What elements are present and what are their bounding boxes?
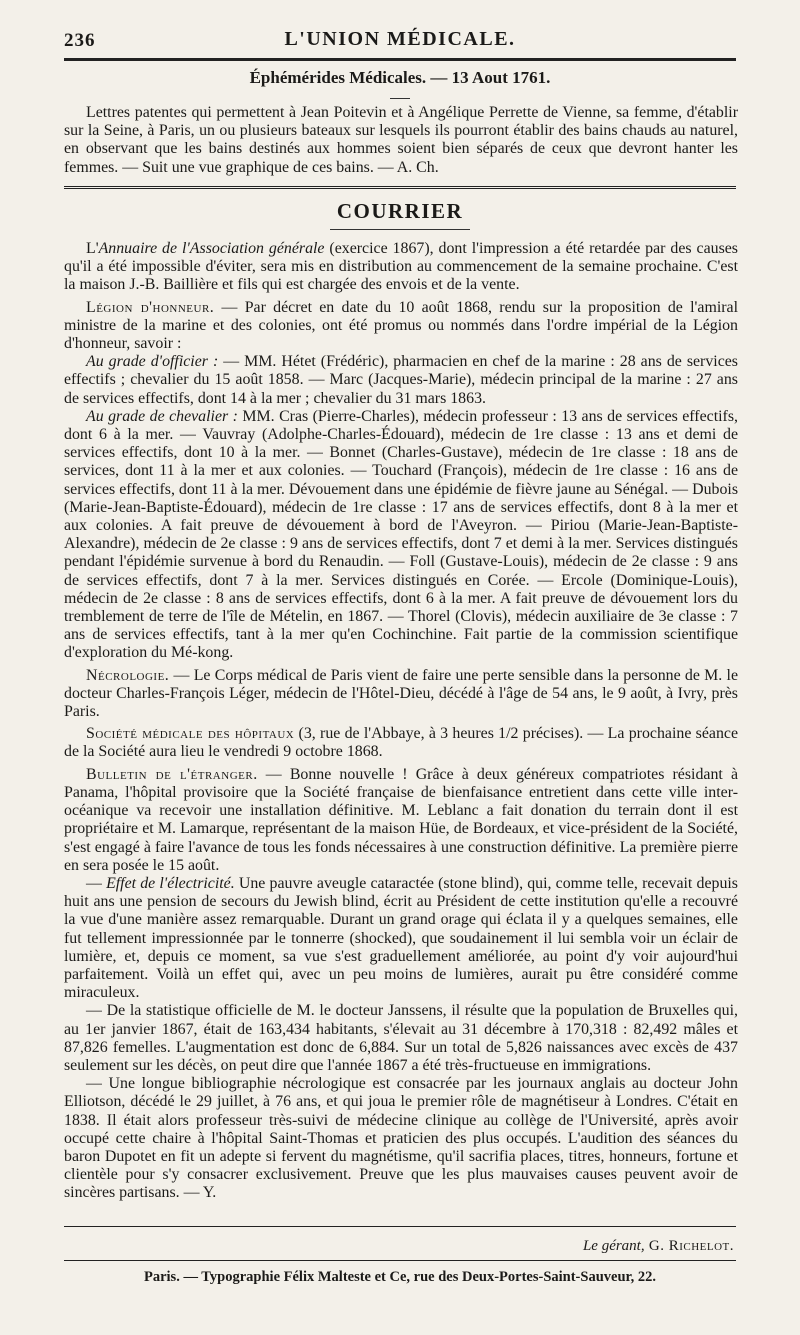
electricite-paragraph [64, 875, 738, 1002]
chevalier-text: MM. Cras (Pierre-Charles), médecin professeur : 13 ans de services effectifs, dont 6 à la mer. — Vauvray (Adolphe-Charles-Édouard), médecin de 1re classe : 13 ans et demi de services effectifs, dont 10 à la mer. — Bonnet (Charles-Gustave), médecin de 1re classe : 18 ans de services, dont 11 à la mer et aux colonies. — Touchard (François), médecin de 1re classe : 16 ans de services effectifs, dont 11 à la mer. Dévouement dans une épidémie de fièvre jaune au Sénégal. — Dubois (Marie-Jean-Baptiste-Édouard), médecin de 1re classe : 17 ans de services effectifs, dont 8 à la mer et aux colonies. A fait preuve de dévouement à bord de l'Aveyron. — Piriou (Marie-Jean-Baptiste-Alexandre), médecin de 2e classe : 9 ans de services effectifs, dont 7 et demi à la mer. Services distingués pendant l'épidémie survenue à bord du Renaudin. — Foll (Gustave-Louis), médecin de 2e classe : 9 ans de services effectifs, dont 7 à la mer. Services distingués en Corée. — Ercole (Dominique-Louis), médecin de 2e classe : 8 ans de services effectifs, dont 6 à la mer. A fait preuve de dévouement lors du tremblement de terre de l'île de Mételin, en 1867. — Thorel (Clovis), médecin auxiliaire de 3e classe : 7 ans de services effectifs, tant à la mer qu'en Cochinchine. Fait partie de la commission scientifique d'exploration du Mé-kong. [64, 407, 738, 662]
officier-text: — MM. Hétet (Frédéric), pharmacien en chef de la marine : 28 ans de services effectifs ; chevalier du 15 août 1858. — Marc (Jacques-Marie), médecin principal de la marine : 27 ans de services effectifs, dont 14 à la mer ; chevalier du 31 mars 1863. [64, 353, 738, 407]
societe-lead: Société médicale des hôpitaux [86, 725, 295, 743]
annuaire-paragraph [64, 240, 738, 295]
page-number: 236 [64, 30, 96, 51]
electricite-lead: Effet de l'électricité. [106, 874, 235, 892]
bulletin-paragraph [64, 766, 738, 875]
ephemerides-title: Éphémérides Médicales. — 13 Aout 1761. [249, 68, 551, 87]
running-head [64, 22, 736, 52]
ephemerides-text: Lettres patentes qui permettent à Jean Poitevin et à Angélique Perrette de Vienne, sa femme, d'établir sur la Seine, à Paris, un ou plusieurs bateaux sur lesquels ils pourront établir des bains chauds au naturel, en observant que les bains destinés aux hommes soient bien séparés de ceux que devront hanter les femmes. — Suit une vue graphique de ces bains. — A. Ch. [64, 104, 738, 176]
chevalier-paragraph [64, 408, 738, 663]
chevalier-lead: Au grade de chevalier : [86, 407, 238, 425]
courrier-body [64, 240, 738, 1203]
electricite-prefix: — [86, 874, 107, 892]
annuaire-lead: Annuaire de l'Association générale [98, 240, 325, 257]
annuaire-prefix: L' [86, 240, 99, 257]
necrologie-text: — Le Corps médical de Paris vient de faire une perte sensible dans la personne de M. le docteur Charles-François Léger, médecin de l'Hôtel-Dieu, décédé à l'âge de 54 ans, le 9 août, à Ivry, près Paris. [64, 666, 738, 721]
gerant-name: G. Richelot. [644, 1238, 734, 1254]
legion-text: — Par décret en date du 10 août 1868, rendu sur la proposition de l'amiral ministre de la marine et des colonies, ont été promus ou nommés dans l'ordre impérial de la Légion d'honneur, savoir : [64, 298, 738, 353]
bibliographie-paragraph: — Une longue bibliographie nécrologique est consacrée par les journaux anglais au docteur John Elliotson, décédé le 29 juillet, à 76 ans, et qui joua le premier rôle de magnétiseur à Londres. C'était en 1838. Il était alors professeur très-suivi de médecine clinique au collège de l'Université, après avoir occupé cette chaire à l'hôpital Saint-Thomas et praticien des plus occupés. L'audition des séances du baron Dupotet en fit un adepte si fervent du magnétisme, qu'il sacrifia places, titres, honneurs, fortune et clientèle pour s'y consacrer exclusivement. Preuve que les plus mauvaises causes peuvent avoir de sincères partisans. — Y. [64, 1075, 738, 1202]
societe-text: (3, rue de l'Abbaye, à 3 heures 1/2 précises). — La prochaine séance de la Société aura lieu le vendredi 9 octobre 1868. [64, 725, 738, 761]
bulletin-lead: Bulletin de l'étranger. [86, 765, 258, 783]
footer-rule [64, 1226, 736, 1227]
officier-paragraph [64, 353, 738, 408]
officier-lead: Au grade d'officier : [86, 353, 219, 371]
title-dash [390, 98, 410, 99]
courrier-title: COURRIER [336, 199, 464, 223]
necrologie-lead: Nécrologie. [86, 666, 170, 684]
societe-paragraph [64, 725, 738, 761]
statistique-paragraph: — De la statistique officielle de M. le docteur Janssens, il résulte que la population de Bruxelles qui, au 1er janvier 1867, était de 163,434 habitants, s'élevait au 31 décembre à 170,318 : 82,492 mâles et 87,826 femelles. L'augmentation est donc de 6,884. Sur un total de 5,826 naissances avec excès de 437 seulement sur les décès, on peut dire que l'année 1867 a été très-fructueuse en immigrations. [64, 1002, 738, 1074]
bulletin-text: — Bonne nouvelle ! Grâce à deux généreux compatriotes résidant à Panama, l'hôpital provisoire que la Société française de bienfaisance entretient dans cette ville inter-océanique va recevoir une installation définitive. M. Leblanc a fait donation du terrain dont il est propriétaire et M. Lamarque, représentant de la maison Hüe, de Bordeaux, et vice-président de la Société, s'est engagé à faire l'avance de tous les fonds nécessaires à une construction définitive. La première pierre en sera posée le 15 août. [64, 765, 738, 874]
annuaire-text: (exercice 1867), dont l'impression a été retardée par des causes qu'il a été impossible d'éviter, sera mis en distribution au commencement de la semaine prochaine. C'est la maison J.-B. Baillière et fils qui est chargée des envois et de la vente. [64, 240, 738, 294]
journal-title: L'UNION MÉDICALE. [284, 28, 516, 50]
section-rule [64, 186, 736, 189]
printer-line: Paris. — Typographie Félix Malteste et Ce, rue des Deux-Portes-Saint-Sauveur, 22. [143, 1269, 656, 1285]
header-rule [64, 58, 736, 61]
courrier-rule [330, 229, 470, 230]
legion-lead: Légion d'honneur. [86, 298, 215, 316]
printer-rule [64, 1260, 736, 1261]
ephemerides-block [64, 104, 738, 177]
gerant-signature [583, 1238, 734, 1255]
necrologie-paragraph [64, 667, 738, 722]
gerant-label: Le gérant, [582, 1238, 645, 1254]
electricite-text: Une pauvre aveugle cataractée (stone blind), qui, comme telle, recevait depuis huit ans une pension de secours du Jewish blind, écrit au Président de cette institution qu'elle a recouvré la vue d'une manière assez remarquable. Durant un grand orage qui éclata il y a quelques semaines, elle fut tellement impressionnée par le tonnerre (shocked), que soudainement il lui sembla voir un éclair de lumière, et, depuis ce moment, sa vue s'est graduellement améliorée, au point d'y voir aujourd'hui parfaitement. Voilà un effet qui, avec un peu moins de lumières, aurait pu être considéré comme miraculeux. [64, 874, 738, 1002]
legion-paragraph [64, 299, 738, 354]
